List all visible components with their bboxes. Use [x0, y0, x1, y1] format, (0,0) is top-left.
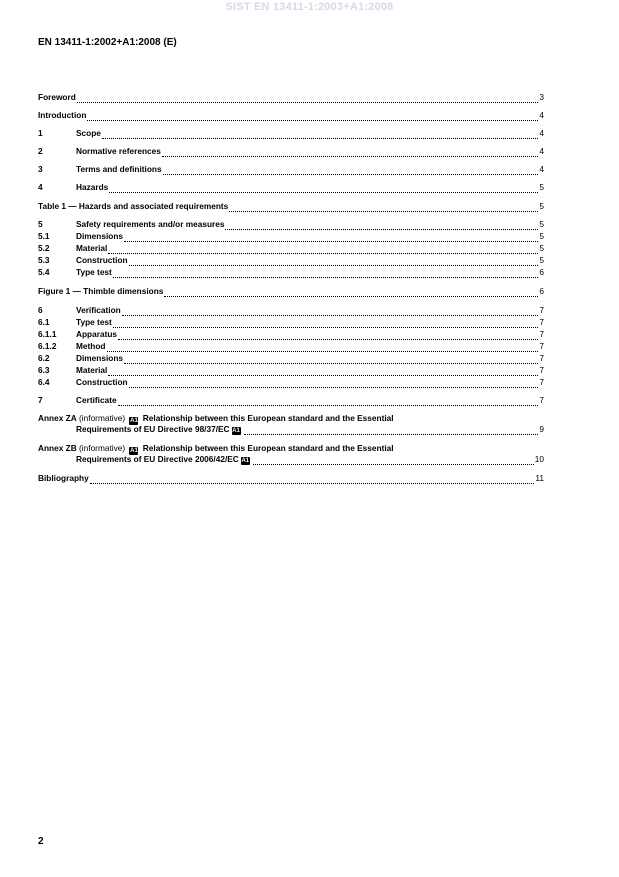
toc-entry-terms-definitions[interactable] — [38, 164, 544, 175]
toc-title: Certificate — [76, 395, 117, 405]
toc-page: 9 — [539, 424, 544, 434]
toc-entry-scope[interactable] — [38, 128, 544, 139]
toc-number: 1 — [38, 128, 43, 138]
annex-title-line1: Relationship between this European standard and the Essential — [142, 413, 394, 423]
leader-dots — [163, 166, 539, 175]
toc-number: 2 — [38, 146, 43, 156]
toc-title: Safety requirements and/or measures — [76, 219, 225, 229]
toc-page: 7 — [539, 365, 544, 375]
toc-page: 3 — [539, 92, 544, 102]
toc-entry-6-2-dimensions[interactable] — [38, 353, 544, 364]
leader-dots — [124, 355, 538, 364]
amendment-end-icon: A1 — [241, 458, 250, 464]
annex-title-line1: Relationship between this European standard and the Essential — [142, 443, 394, 453]
annex-label: Annex ZB — [38, 443, 77, 453]
toc-page: 5 — [539, 201, 544, 211]
leader-dots — [77, 94, 539, 103]
annex-note: (informative) — [79, 443, 126, 453]
toc-number: 6.2 — [38, 353, 50, 363]
toc-entry-6-1-1-apparatus[interactable] — [38, 329, 544, 340]
toc-title: Terms and definitions — [76, 164, 162, 174]
toc-entry-5-3-construction[interactable] — [38, 255, 544, 266]
toc-entry-5-4-type-test[interactable] — [38, 267, 544, 278]
watermark: SIST EN 13411-1:2003+A1:2008 — [225, 1, 394, 13]
leader-dots — [109, 184, 538, 193]
toc-page: 4 — [539, 128, 544, 138]
toc-page: 7 — [539, 317, 544, 327]
toc-entry-normative-references[interactable] — [38, 146, 544, 157]
toc-title: Material — [76, 243, 108, 253]
toc-entry-verification[interactable] — [38, 305, 544, 316]
toc-entry-table-1[interactable] — [38, 201, 544, 212]
toc-title: Construction — [76, 255, 128, 265]
toc-title: Hazards — [76, 182, 109, 192]
toc-title: Verification — [76, 305, 121, 315]
toc-entry-figure-1[interactable] — [38, 286, 544, 297]
toc-title: Foreword — [38, 92, 76, 102]
leader-dots — [107, 343, 539, 352]
toc-title: Dimensions — [76, 231, 124, 241]
toc-page: 11 — [535, 473, 544, 483]
leader-dots — [225, 221, 538, 230]
leader-dots — [108, 367, 538, 376]
toc-title: Figure 1 — Thimble dimensions — [38, 286, 164, 296]
toc-number: 5.4 — [38, 267, 50, 277]
toc-entry-6-1-2-method[interactable] — [38, 341, 544, 352]
toc-page: 6 — [539, 286, 544, 296]
toc-page: 4 — [539, 164, 544, 174]
toc-page: 5 — [539, 231, 544, 241]
toc-number: 6.1 — [38, 317, 50, 327]
toc-page: 5 — [539, 255, 544, 265]
toc-title: Apparatus — [76, 329, 118, 339]
leader-dots — [129, 257, 539, 266]
toc-page: 7 — [539, 341, 544, 351]
toc-entry-annex-za-line2[interactable] — [38, 424, 544, 435]
toc-number: 6.3 — [38, 365, 50, 375]
leader-dots — [253, 456, 534, 465]
annex-label: Annex ZA — [38, 413, 77, 423]
toc-number: 3 — [38, 164, 43, 174]
amendment-start-icon: A1 — [130, 418, 138, 424]
toc-number: 6.4 — [38, 377, 50, 387]
toc-page: 5 — [539, 243, 544, 253]
toc-page: 6 — [539, 267, 544, 277]
toc-entry-bibliography[interactable] — [38, 473, 544, 484]
leader-dots — [113, 319, 539, 328]
toc-title: Method — [76, 341, 106, 351]
leader-dots — [129, 379, 539, 388]
leader-dots — [162, 148, 539, 157]
annex-note: (informative) — [79, 413, 126, 423]
toc-entry-6-4-construction[interactable] — [38, 377, 544, 388]
toc-page: 5 — [539, 182, 544, 192]
toc-entry-safety-requirements[interactable] — [38, 219, 544, 230]
toc-number: 5.3 — [38, 255, 50, 265]
toc-page: 7 — [539, 377, 544, 387]
leader-dots — [102, 130, 538, 139]
toc-page: 4 — [539, 146, 544, 156]
toc-title: Type test — [76, 267, 112, 277]
toc-title: Type test — [76, 317, 112, 327]
toc-number: 4 — [38, 182, 43, 192]
leader-dots — [244, 426, 539, 435]
toc-title: Scope — [76, 128, 101, 138]
leader-dots — [118, 397, 539, 406]
toc-title: Introduction — [38, 110, 87, 120]
toc-number: 5 — [38, 219, 43, 229]
toc-number: 6.1.1 — [38, 329, 57, 339]
toc-entry-6-1-type-test[interactable] — [38, 317, 544, 328]
leader-dots — [124, 233, 538, 242]
toc-title: Construction — [76, 377, 128, 387]
toc-page: 7 — [539, 305, 544, 315]
toc-number: 5.1 — [38, 231, 50, 241]
toc-entry-5-1-dimensions[interactable] — [38, 231, 544, 242]
toc-page: 10 — [534, 454, 544, 464]
leader-dots — [164, 288, 538, 297]
toc-title: Normative references — [76, 146, 161, 156]
leader-dots — [229, 203, 538, 212]
toc-entry-certificate[interactable] — [38, 395, 544, 406]
toc-entry-introduction[interactable] — [38, 110, 544, 121]
toc-number: 6.1.2 — [38, 341, 57, 351]
leader-dots — [118, 331, 538, 340]
toc-title: Dimensions — [76, 353, 124, 363]
annex-title-line2: Requirements of EU Directive 2006/42/EC — [76, 454, 239, 464]
toc-entry-foreword[interactable] — [38, 92, 544, 103]
leader-dots — [122, 307, 539, 316]
toc-title: Bibliography — [38, 473, 89, 483]
toc-entry-6-3-material[interactable] — [38, 365, 544, 376]
toc-page: 5 — [539, 219, 544, 229]
leader-dots — [108, 245, 538, 254]
toc-title: Material — [76, 365, 108, 375]
toc-number: 7 — [38, 395, 43, 405]
toc-number: 5.2 — [38, 243, 50, 253]
toc-page: 7 — [539, 329, 544, 339]
amendment-start-icon: A1 — [130, 448, 138, 454]
toc-entry-5-2-material[interactable] — [38, 243, 544, 254]
leader-dots — [90, 475, 535, 484]
page-number: 2 — [38, 836, 44, 847]
toc-page: 7 — [539, 353, 544, 363]
annex-title-line2: Requirements of EU Directive 98/37/EC — [76, 424, 230, 434]
toc-number: 6 — [38, 305, 43, 315]
toc-entry-hazards[interactable] — [38, 182, 544, 193]
toc-page: 7 — [539, 395, 544, 405]
toc-title: Table 1 — Hazards and associated requirements — [38, 201, 229, 211]
amendment-end-icon: A1 — [232, 428, 240, 434]
toc-page: 4 — [539, 110, 544, 120]
document-header: EN 13411-1:2002+A1:2008 (E) — [38, 37, 177, 48]
leader-dots — [87, 112, 538, 121]
toc-entry-annex-zb-line2[interactable] — [38, 454, 544, 465]
leader-dots — [113, 269, 539, 278]
